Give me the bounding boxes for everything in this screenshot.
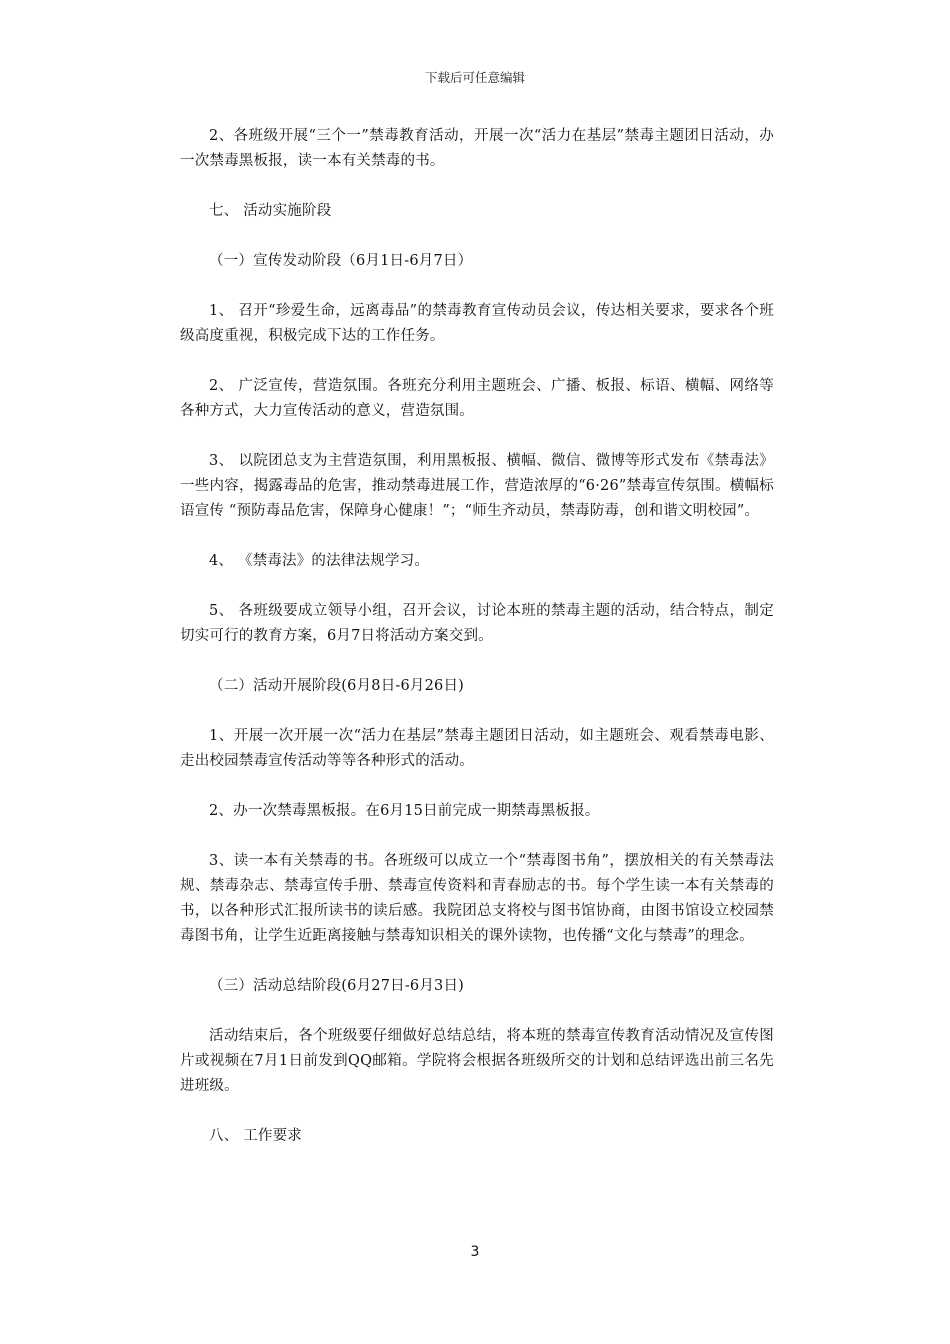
section-heading: 七、 活动实施阶段 [209,203,332,219]
paragraph: 1、开展一次开展一次“活力在基层”禁毒主题团日活动，如主题班会、观看禁毒电影、走出校园禁毒宣传活动等等各种形式的活动。 [180,728,774,769]
document-body [180,124,774,1174]
subsection-heading: （二）活动开展阶段(6月8日-6月26日) [209,678,465,694]
subsection-heading: （一）宣传发动阶段（6月1日-6月7日） [209,253,473,269]
paragraph: 5、 各班级要成立领导小组，召开会议，讨论本班的禁毒主题的活动，结合特点，制定切实可行的教育方案，6月7日将活动方案交到。 [180,603,774,644]
paragraph: 1、 召开“珍爱生命，远离毒品”的禁毒教育宣传动员会议，传达相关要求，要求各个班级高度重视，积极完成下达的工作任务。 [180,303,774,344]
paragraph: 2、 广泛宣传，营造氛围。各班充分利用主题班会、广播、板报、标语、横幅、网络等各种方式，大力宣传活动的意义，营造氛围。 [180,378,774,419]
subsection-heading: （三）活动总结阶段(6月27日-6月3日) [209,978,465,994]
paragraph: 2、办一次禁毒黑板报。在6月15日前完成一期禁毒黑板报。 [209,803,600,819]
paragraph: 活动结束后，各个班级要仔细做好总结总结，将本班的禁毒宣传教育活动情况及宣传图片或视频在7月1日前发到QQ邮箱。学院将会根据各班级所交的计划和总结评选出前三名先进班级。 [180,1028,774,1094]
paragraph: 2、各班级开展“三个一”禁毒教育活动，开展一次“活力在基层”禁毒主题团日活动，办一次禁毒黑板报，读一本有关禁毒的书。 [180,128,774,169]
paragraph: 3、读一本有关禁毒的书。各班级可以成立一个“禁毒图书角”，摆放相关的有关禁毒法规、禁毒杂志、禁毒宣传手册、禁毒宣传资料和青春励志的书。每个学生读一本有关禁毒的书，以各种形式汇报所读书的读后感。我院团总支将校与图书馆协商，由图书馆设立校园禁毒图书角，让学生近距离接触与禁毒知识相关的课外读物，也传播“文化与禁毒”的理念。 [180,853,774,944]
section-heading: 八、 工作要求 [209,1128,303,1144]
paragraph: 3、 以院团总支为主营造氛围，利用黑板报、横幅、微信、微博等形式发布《禁毒法》一些内容，揭露毒品的危害，推动禁毒进展工作，营造浓厚的“6·26”禁毒宣传氛围。横幅标语宣传 “预防毒品危害，保障身心健康！”；“师生齐动员，禁毒防毒，创和谐文明校园”。 [180,453,774,519]
page-header: 下载后可任意编辑 [424,70,525,85]
paragraph: 4、 《禁毒法》的法律法规学习。 [209,553,430,569]
page-number: 3 [470,1244,480,1260]
